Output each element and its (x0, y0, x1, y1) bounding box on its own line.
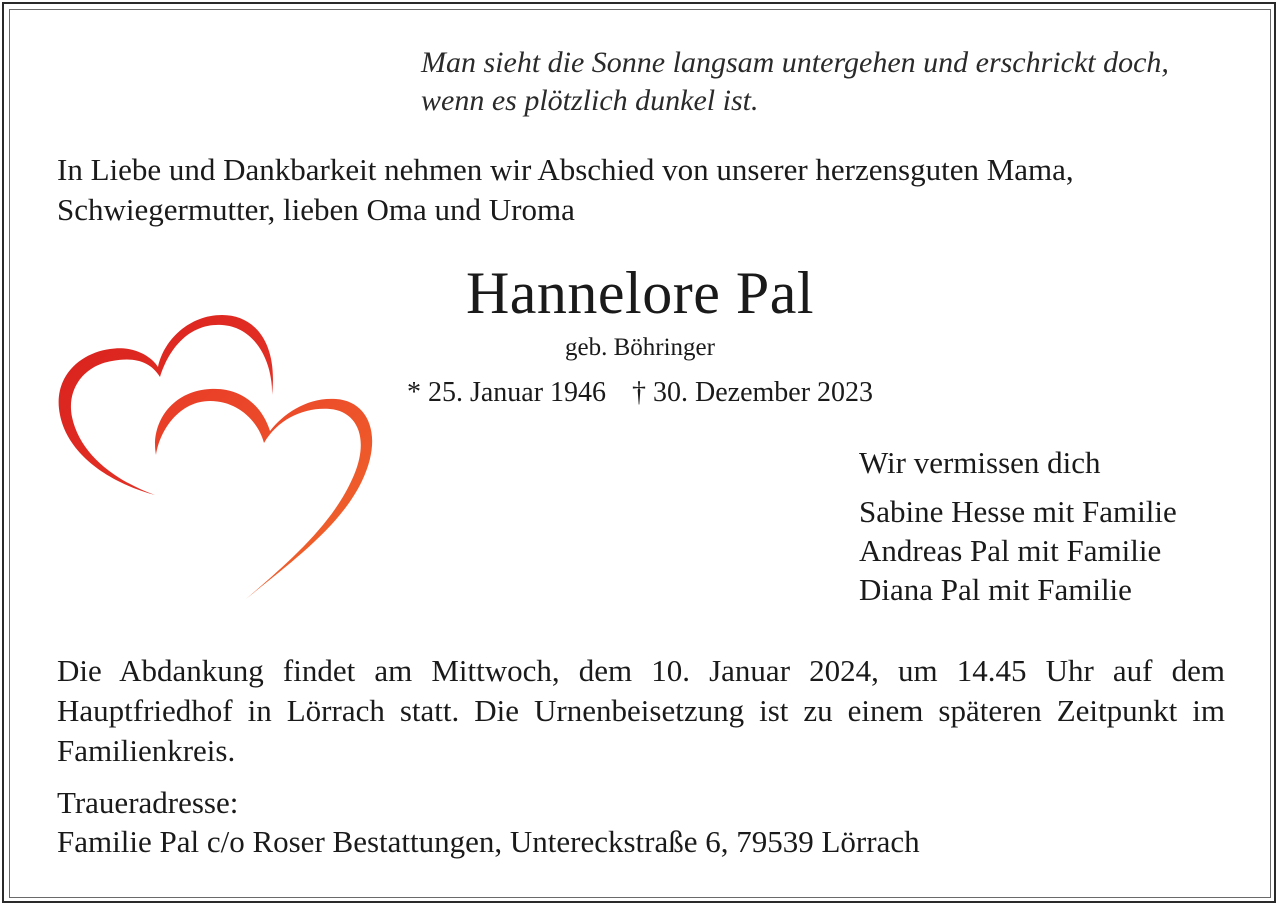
birth-date: * 25. Januar 1946 (406, 377, 607, 408)
mourning-address: Familie Pal c/o Roser Bestattungen, Untereckstraße 6, 79539 Lörrach (57, 824, 920, 859)
memorial-quote (421, 44, 1241, 120)
quote-line-1: Man sieht die Sonne langsam untergehen und erschrickt doch, (421, 46, 1169, 79)
double-heart-icon (50, 305, 390, 610)
intro-line-1: In Liebe und Dankbarkeit nehmen wir Abschied von unserer herzensguten Mama, (57, 152, 1074, 187)
service-notice: Die Abdankung findet am Mittwoch, dem 10. Januar 2024, um 14.45 Uhr auf dem Hauptfriedhof in Lörrach statt. Die Urnenbeisetzung ist zu einem späteren Zeitpunkt im Familienkreis. (57, 653, 1225, 768)
intro-line-2: Schwiegermutter, lieben Oma und Uroma (57, 192, 575, 227)
mourners-list (859, 492, 1177, 609)
front-heart-icon (155, 389, 372, 599)
quote-line-2: wenn es plötzlich dunkel ist. (421, 84, 759, 117)
mourner-entry: Diana Pal mit Familie (859, 572, 1132, 607)
death-date: † 30. Dezember 2023 (632, 377, 874, 408)
deceased-name: Hannelore Pal (465, 260, 815, 326)
address-label: Traueradresse: (57, 785, 239, 820)
maiden-name: geb. Böhringer (565, 334, 715, 361)
intro-text (57, 150, 1227, 230)
mourner-entry: Andreas Pal mit Familie (859, 533, 1162, 568)
mourner-entry: Sabine Hesse mit Familie (859, 494, 1177, 529)
mourners-heading: Wir vermissen dich (859, 445, 1101, 480)
